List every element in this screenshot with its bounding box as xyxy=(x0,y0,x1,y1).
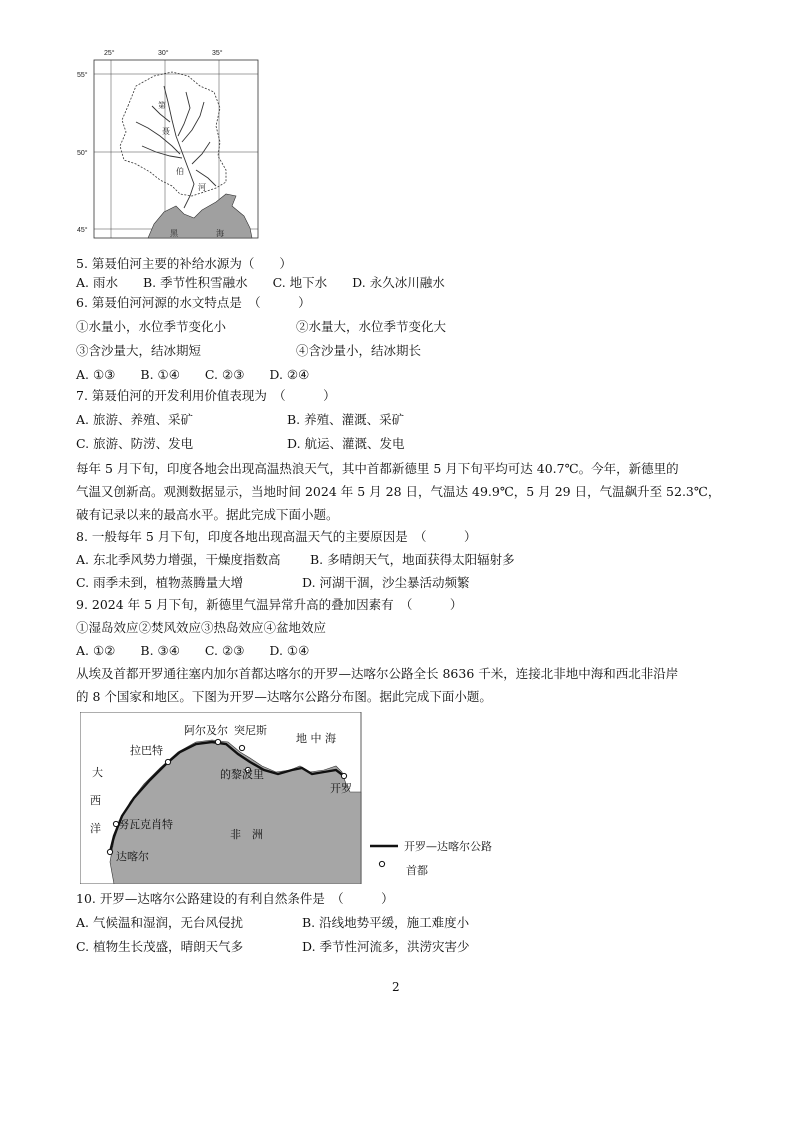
label-algiers: 阿尔及尔 xyxy=(184,724,228,737)
q6-choice-3: ③含沙量大，结冰期短 xyxy=(76,343,202,358)
q6-options: A. ①③ B. ①④ C. ②③ D. ②④ xyxy=(76,367,310,382)
river-char-he: 河 xyxy=(198,183,206,192)
label-nouakchott: 努瓦克肖特 xyxy=(118,818,173,831)
q10-option-c: C. 植物生长茂盛，晴朗天气多 xyxy=(76,939,244,954)
q7-option-a: A. 旅游、养殖、采矿 xyxy=(76,412,193,427)
river-char-nie: 聂 xyxy=(162,127,170,136)
legend-capital-marker xyxy=(379,861,384,866)
lon-label-30: 30° xyxy=(158,50,169,57)
capital-algiers xyxy=(215,739,220,744)
lat-label-55: 55° xyxy=(77,72,88,79)
dnieper-river-map xyxy=(76,46,266,242)
q8-option-a: A. 东北季风势力增强，干燥度指数高 xyxy=(76,552,281,567)
q6-choice-2: ②水量大，水位季节变化大 xyxy=(296,319,447,334)
q6-stem: 6. 第聂伯河河源的水文特点是 （ ） xyxy=(76,295,311,310)
sea-char-hei: 黑 xyxy=(170,229,178,238)
capital-rabat xyxy=(165,759,170,764)
q8-option-b: B. 多晴朗天气，地面获得太阳辐射多 xyxy=(310,552,515,567)
legend-capital-label: 首都 xyxy=(406,864,428,877)
lon-label-25: 25° xyxy=(104,50,115,57)
q6-choice-1: ①水量小，水位季节变化小 xyxy=(76,319,227,334)
passage2-line2: 的 8 个国家和地区。下图为开罗—达喀尔公路分布图。据此完成下面小题。 xyxy=(76,689,492,704)
q8-option-c: C. 雨季未到，植物蒸腾量大增 xyxy=(76,575,244,590)
q7-stem: 7. 第聂伯河的开发利用价值表现为 （ ） xyxy=(76,388,336,403)
label-tunis: 突尼斯 xyxy=(234,724,267,737)
label-africa: 非 洲 xyxy=(230,828,263,841)
sea-char-hai: 海 xyxy=(216,229,224,238)
q9-choices: ①湿岛效应②焚风效应③热岛效应④盆地效应 xyxy=(76,620,327,635)
label-dakar: 达喀尔 xyxy=(116,850,149,863)
capital-tunis xyxy=(239,745,244,750)
label-rabat: 拉巴特 xyxy=(130,744,163,757)
q5-options: A. 雨水 B. 季节性积雪融水 C. 地下水 D. 永久冰川融水 xyxy=(76,275,445,290)
q10-option-d: D. 季节性河流多，洪涝灾害少 xyxy=(302,939,470,954)
lat-label-45: 45° xyxy=(77,227,88,234)
q7-option-d: D. 航运、灌溉、发电 xyxy=(287,436,405,451)
q8-stem: 8. 一般每年 5 月下旬，印度各地出现高温天气的主要原因是 （ ） xyxy=(76,529,477,544)
passage2-line1: 从埃及首都开罗通往塞内加尔首都达喀尔的开罗—达喀尔公路全长 8636 千米，连接北非地中海和西北非沿岸 xyxy=(76,666,679,681)
label-cairo: 开罗 xyxy=(330,782,352,795)
passage1-line3: 破有记录以来的最高水平。据此完成下面小题。 xyxy=(76,507,339,522)
passage1-line2: 气温又创新高。观测数据显示，当地时间 2024 年 5 月 28 日，气温达 49.9℃，5 月 29 日，气温飙升至 52.3℃， xyxy=(76,484,721,499)
river-char-bo: 伯 xyxy=(176,167,184,176)
river-char-di: 第 xyxy=(158,101,166,110)
q7-option-c: C. 旅游、防涝、发电 xyxy=(76,436,194,451)
label-atlantic-3: 洋 xyxy=(90,822,101,835)
lat-label-50: 50° xyxy=(77,150,88,157)
capital-dakar xyxy=(107,849,112,854)
q5-stem: 5. 第聂伯河主要的补给水源为（ ） xyxy=(76,256,292,271)
label-mediterranean: 地 中 海 xyxy=(296,732,336,745)
label-atlantic-2: 西 xyxy=(90,794,101,807)
label-tripoli: 的黎波里 xyxy=(220,768,264,781)
label-atlantic-1: 大 xyxy=(92,766,103,779)
lon-label-35: 35° xyxy=(212,50,223,57)
q10-option-b: B. 沿线地势平缓，施工难度小 xyxy=(302,915,470,930)
q10-stem: 10. 开罗—达喀尔公路建设的有利自然条件是 （ ） xyxy=(76,891,394,906)
q6-choice-4: ④含沙量小，结冰期长 xyxy=(296,343,422,358)
capital-cairo xyxy=(341,773,346,778)
q9-options: A. ①② B. ③④ C. ②③ D. ①④ xyxy=(76,643,310,658)
legend-road-label: 开罗—达喀尔公路 xyxy=(404,840,492,853)
passage1-line1: 每年 5 月下旬，印度各地会出现高温热浪天气，其中首都新德里 5 月下旬平均可达 40.7℃。今年，新德里的 xyxy=(76,461,679,476)
q7-option-b: B. 养殖、灌溉、采矿 xyxy=(287,412,405,427)
cairo-dakar-highway-map xyxy=(80,712,500,884)
page-number: 2 xyxy=(392,980,400,994)
q10-option-a: A. 气候温和湿润，无台风侵扰 xyxy=(76,915,243,930)
q9-stem: 9. 2024 年 5 月下旬，新德里气温异常升高的叠加因素有 （ ） xyxy=(76,597,463,612)
q8-option-d: D. 河湖干涸，沙尘暴活动频繁 xyxy=(302,575,470,590)
